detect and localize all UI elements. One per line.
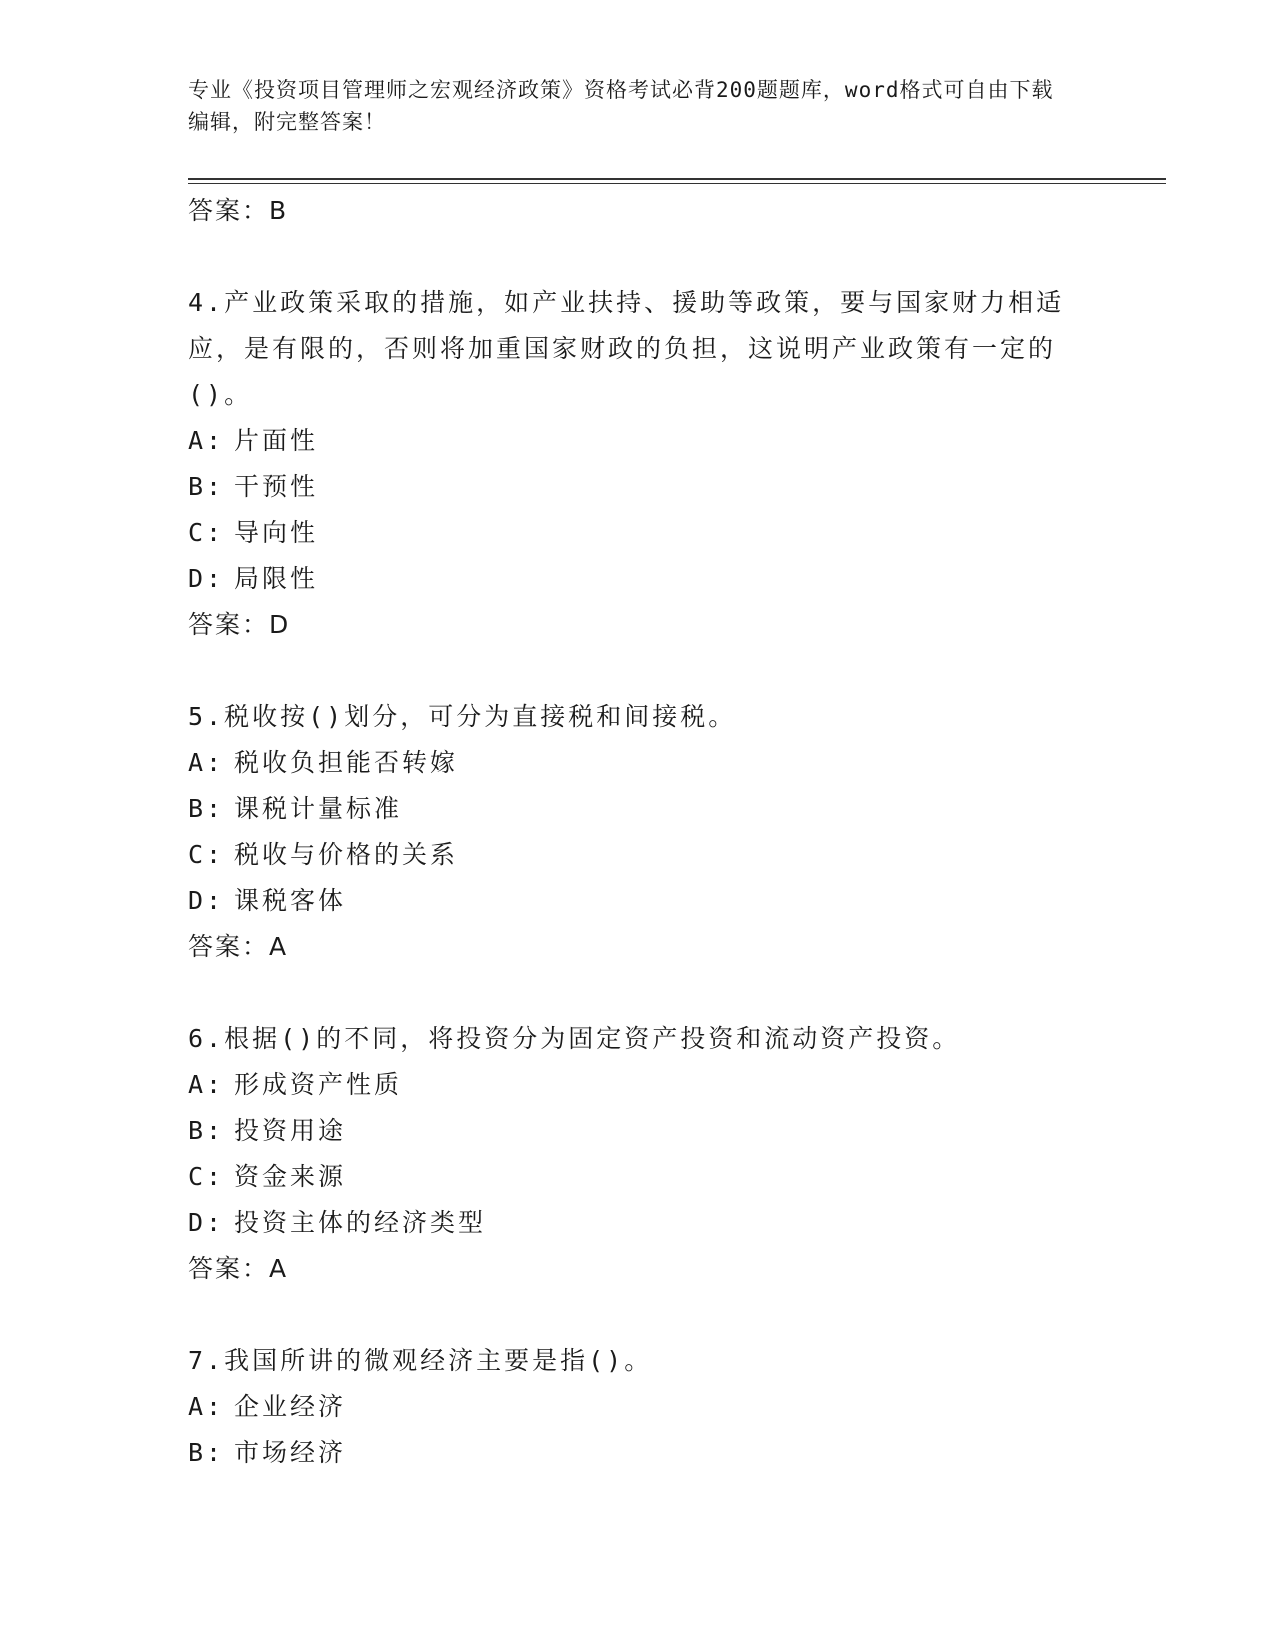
answer-line: 答案：A [188, 932, 289, 961]
option-d [188, 878, 1088, 924]
question-7 [188, 1338, 1088, 1476]
option-text: 投资用途 [234, 1116, 347, 1145]
option-key: D: [188, 886, 225, 915]
option-text: 企业经济 [234, 1392, 347, 1421]
header-rule-thin [188, 183, 1166, 184]
option-b [188, 1108, 1088, 1154]
option-b [188, 786, 1088, 832]
option-text: 课税计量标准 [234, 794, 403, 823]
question-stem: 5.税收按()划分，可分为直接税和间接税。 [188, 702, 737, 731]
answer-line: 答案：A [188, 1254, 289, 1283]
question-4 [188, 280, 1088, 648]
answer-line: 答案：B [188, 196, 289, 225]
option-key: A: [188, 1392, 225, 1421]
option-key: D: [188, 1208, 225, 1237]
option-text: 课税客体 [234, 886, 347, 915]
option-key: B: [188, 1438, 225, 1467]
option-d [188, 1200, 1088, 1246]
option-a [188, 1384, 1088, 1430]
option-key: A: [188, 1070, 225, 1099]
option-text: 税收与价格的关系 [234, 840, 459, 869]
option-key: A: [188, 426, 225, 455]
option-text: 片面性 [234, 426, 319, 455]
question-6 [188, 1016, 1088, 1292]
option-key: C: [188, 840, 225, 869]
option-key: B: [188, 1116, 225, 1145]
option-b [188, 464, 1088, 510]
option-text: 局限性 [234, 564, 319, 593]
question-stem: 6.根据()的不同，将投资分为固定资产投资和流动资产投资。 [188, 1024, 961, 1053]
option-c [188, 510, 1088, 556]
option-a [188, 740, 1088, 786]
option-key: A: [188, 748, 225, 777]
question-stem: 7.我国所讲的微观经济主要是指()。 [188, 1346, 653, 1375]
option-text: 市场经济 [234, 1438, 347, 1467]
option-key: C: [188, 518, 225, 547]
option-text: 导向性 [234, 518, 319, 547]
header-rule-thick [188, 178, 1166, 180]
question-stem: 4.产业政策采取的措施，如产业扶持、援助等政策，要与国家财力相适应，是有限的，否则将加重国家财政的负担，这说明产业政策有一定的()。 [188, 288, 1065, 409]
question-5 [188, 694, 1088, 970]
option-b [188, 1430, 1088, 1476]
option-a [188, 1062, 1088, 1108]
option-c [188, 832, 1088, 878]
option-c [188, 1154, 1088, 1200]
question-list [188, 188, 1088, 1476]
document-header: 专业《投资项目管理师之宏观经济政策》资格考试必背200题题库，word格式可自由下载编辑，附完整答案！ [188, 78, 1054, 134]
option-key: B: [188, 472, 225, 501]
option-d [188, 556, 1088, 602]
option-key: D: [188, 564, 225, 593]
option-text: 投资主体的经济类型 [234, 1208, 487, 1237]
answer-line: 答案：D [188, 610, 291, 639]
option-text: 税收负担能否转嫁 [234, 748, 459, 777]
option-text: 资金来源 [234, 1162, 347, 1191]
option-text: 形成资产性质 [234, 1070, 403, 1099]
option-text: 干预性 [234, 472, 319, 501]
option-key: C: [188, 1162, 225, 1191]
option-a [188, 418, 1088, 464]
option-key: B: [188, 794, 225, 823]
